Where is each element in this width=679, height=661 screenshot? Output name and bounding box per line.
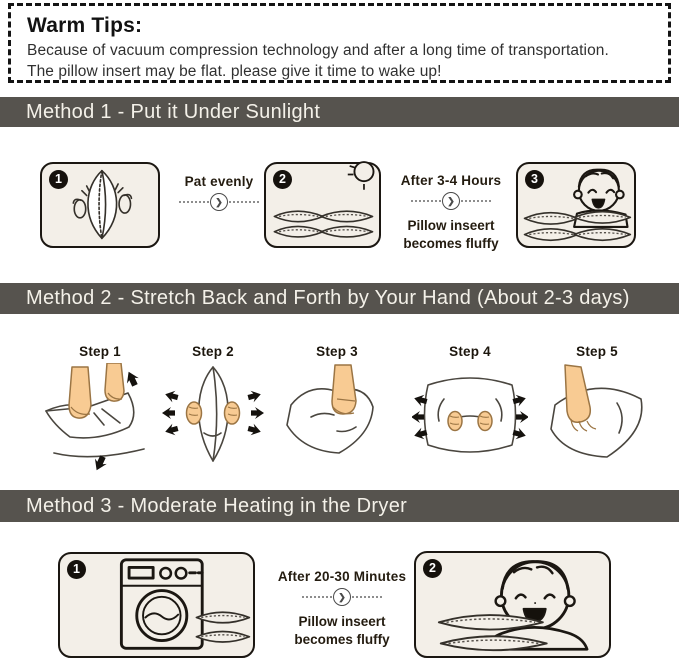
step-4-illustration [412, 363, 528, 471]
step-number-badge: 3 [525, 170, 544, 189]
connector-after-3-4-hours [395, 173, 507, 253]
arrow-right-icon: ❯ [179, 193, 259, 211]
method3-card-1 [58, 552, 255, 658]
step-number-badge: 2 [423, 559, 442, 578]
connector-label: After 3-4 Hours [400, 173, 502, 188]
arrow-right-icon: ❯ [411, 192, 491, 210]
method1-card-2 [264, 162, 381, 248]
step-5-label: Step 5 [576, 344, 618, 359]
method1-card-3 [516, 162, 636, 248]
warm-tips-line1: Because of vacuum compression technology and after a long time of transportation. [27, 42, 609, 59]
method1-card-1 [40, 162, 160, 248]
connector-pat-evenly [174, 174, 264, 211]
connector-result-text: Pillow inseert becomes fluffy [403, 218, 499, 251]
step-number-badge: 1 [49, 170, 68, 189]
connector-label: After 20-30 Minutes [277, 569, 407, 584]
step-1-illustration [42, 363, 158, 471]
step-3-illustration [279, 363, 395, 471]
warm-tips-title: Warm Tips: [27, 14, 143, 37]
warm-tips-text [27, 41, 652, 82]
boy-fluffy-pillows-icon [416, 553, 609, 656]
method-1-title: Method 1 - Put it Under Sunlight [26, 101, 321, 123]
warm-tips-box [8, 3, 671, 83]
dryer-icon [60, 554, 253, 656]
step-2-label: Step 2 [192, 344, 234, 359]
arrow-right-icon: ❯ [302, 588, 382, 606]
step-5 [539, 344, 655, 471]
step-3 [279, 344, 395, 471]
step-4-label: Step 4 [449, 344, 491, 359]
connector-result-text: Pillow inseert becomes fluffy [294, 614, 390, 647]
method-3-title: Method 3 - Moderate Heating in the Dryer [26, 495, 408, 517]
step-number-badge: 2 [273, 170, 292, 189]
step-1-label: Step 1 [79, 344, 121, 359]
step-1 [42, 344, 158, 471]
method-2-banner [0, 283, 679, 314]
warm-tips-line2: The pillow insert may be flat. please give it time to wake up! [27, 62, 442, 80]
step-number-badge: 1 [67, 560, 86, 579]
step-5-illustration [539, 363, 655, 471]
method-2-title: Method 2 - Stretch Back and Forth by Your Hand (About 2-3 days) [26, 287, 630, 309]
method-3-banner [0, 490, 679, 522]
connector-label: Pat evenly [184, 174, 254, 189]
method3-card-2 [414, 551, 611, 658]
step-3-label: Step 3 [316, 344, 358, 359]
step-2 [155, 344, 271, 471]
method-1-banner [0, 97, 679, 127]
step-2-illustration [155, 363, 271, 471]
connector-after-20-30-minutes [272, 569, 412, 649]
step-4 [412, 344, 528, 471]
